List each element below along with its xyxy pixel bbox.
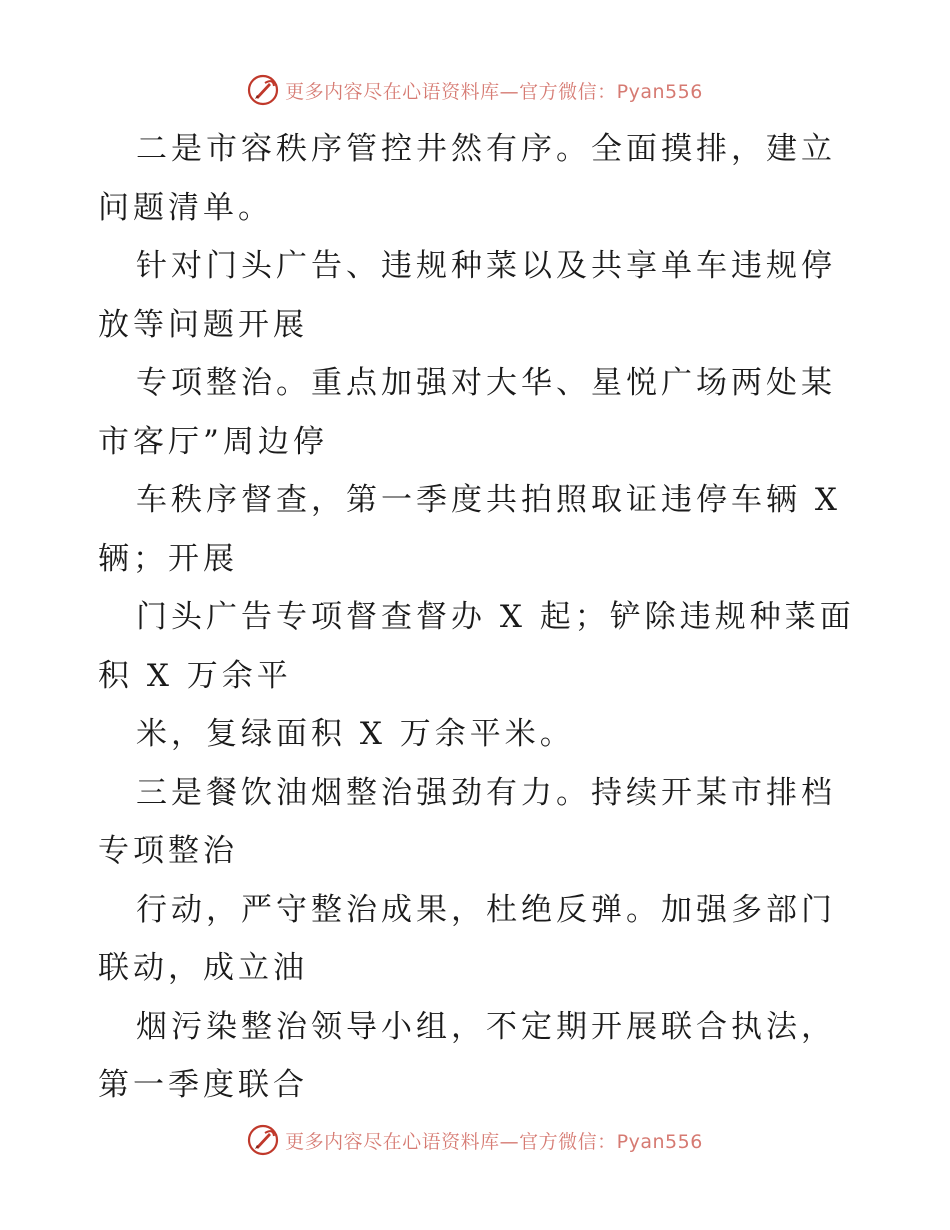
header-watermark bbox=[0, 70, 950, 110]
paragraph: 烟污染整治领导小组，不定期开展联合执法，第一季度联合 bbox=[98, 1008, 836, 1103]
watermark-text: 更多内容尽在心语资料库—官方微信：Pyan556 bbox=[285, 1130, 703, 1153]
paragraph: 门头广告专项督查督办 X 起；铲除违规种菜面积 X 万余平 bbox=[98, 599, 855, 694]
paragraph: 车秩序督查，第一季度共拍照取证违停车辆 X 辆；开展 bbox=[98, 482, 841, 577]
paragraph: 米，复绿面积 X 万余平米。 bbox=[136, 716, 575, 752]
paragraph: 专项整治。重点加强对大华、星悦广场两处某市客厅”周边停 bbox=[98, 365, 836, 460]
quill-logo-icon bbox=[247, 1124, 279, 1156]
paragraph: 二是市容秩序管控井然有序。全面摸排，建立问题清单。 bbox=[98, 131, 836, 226]
footer-watermark bbox=[0, 1120, 950, 1160]
paragraph: 针对门头广告、违规种菜以及共享单车违规停放等问题开展 bbox=[98, 248, 836, 343]
paragraph: 三是餐饮油烟整治强劲有力。持续开某市排档专项整治 bbox=[98, 774, 836, 869]
quill-logo-icon bbox=[247, 74, 279, 106]
watermark-text: 更多内容尽在心语资料库—官方微信：Pyan556 bbox=[285, 80, 703, 103]
document-body bbox=[98, 120, 858, 1115]
paragraph: 行动，严守整治成果，杜绝反弹。加强多部门联动，成立油 bbox=[98, 891, 836, 986]
